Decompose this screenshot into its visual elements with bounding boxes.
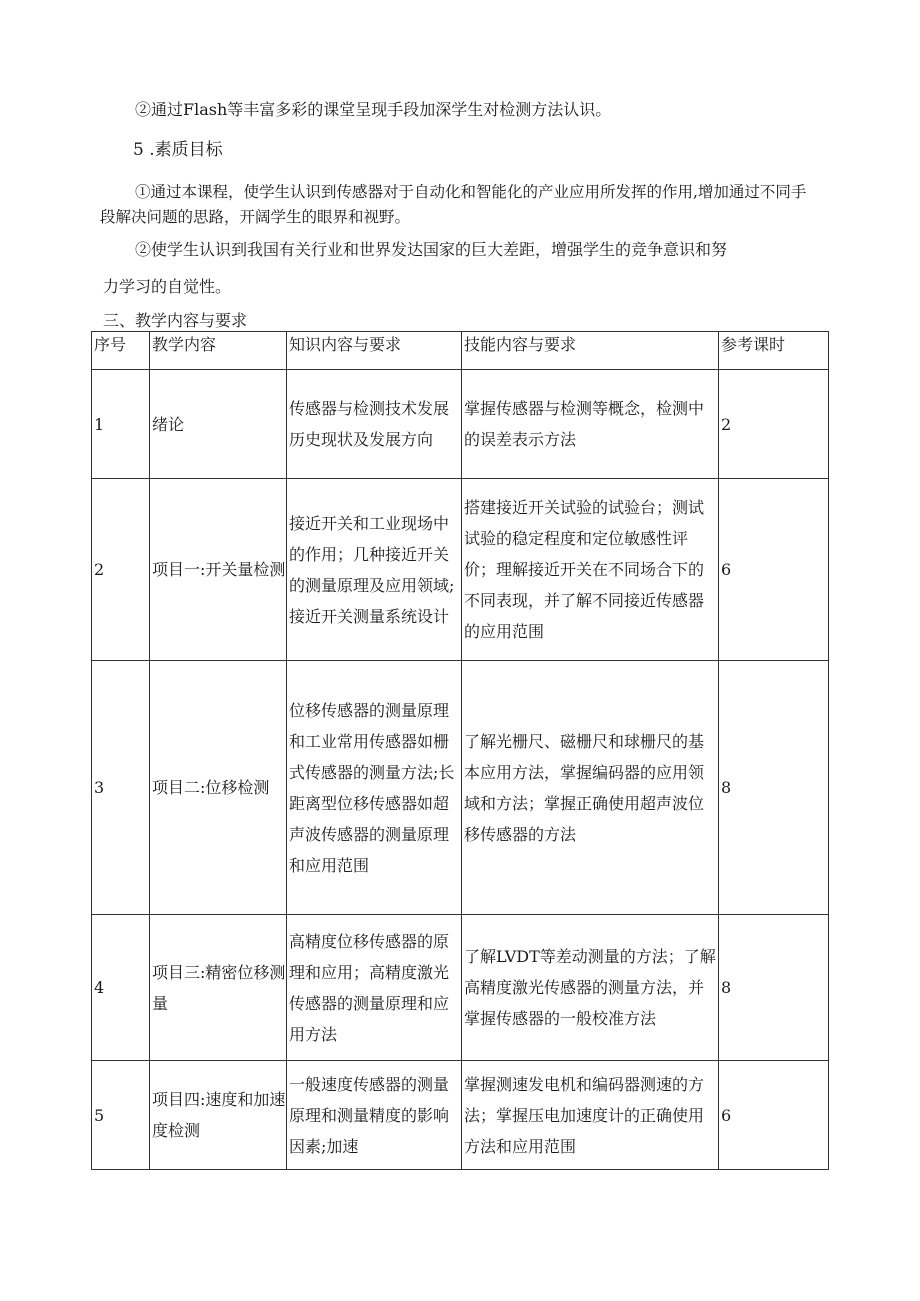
table-header-row (92, 332, 829, 370)
paragraph-quality-goal-1: ①通过本课程，使学生认识到传感器对于自动化和智能化的产业应用所发挥的作用,增加通过不同手段解决问题的思路，开阔学生的眼界和视野。 (100, 183, 807, 226)
heading-quality-goals: 5 .素质目标 (133, 140, 223, 160)
cell-skill: 了解光栅尺、磁栅尺和球栅尺的基本应用方法，掌握编码器的应用领域和方法；掌握正确使用超声波位移传感器的方法 (462, 661, 719, 915)
table-row (92, 661, 829, 915)
cell-no: 1 (92, 370, 150, 479)
cell-knowledge: 位移传感器的测量原理和工业常用传感器如栅式传感器的测量方法;长距离型位移传感器如超声波传感器的测量原理和应用范围 (287, 661, 462, 915)
cell-content: 项目一:开关量检测 (150, 479, 287, 661)
cell-skill: 搭建接近开关试验的试验台；测试试验的稳定程度和定位敏感性评价；理解接近开关在不同场合下的不同表现，并了解不同接近传感器的应用范围 (462, 479, 719, 661)
paragraph-quality-goal-2-line2: 力学习的自觉性。 (103, 277, 232, 296)
cell-hours: 8 (719, 915, 829, 1061)
cell-content: 项目二:位移检测 (150, 661, 287, 915)
teaching-content-table (91, 331, 829, 1170)
paragraph-quality-goal-2-line1: ②使学生认识到我国有关行业和世界发达国家的巨大差距，增强学生的竞争意识和努 (135, 240, 728, 259)
cell-knowledge: 一般速度传感器的测量原理和测量精度的影响因素;加速 (287, 1061, 462, 1170)
cell-skill: 掌握传感器与检测等概念，检测中的误差表示方法 (462, 370, 719, 479)
cell-hours: 8 (719, 661, 829, 915)
header-cell-no: 序号 (92, 332, 150, 370)
cell-hours: 6 (719, 1061, 829, 1170)
paragraph-flash-methods: ②通过Flash等丰富多彩的课堂呈现手段加深学生对检测方法认识。 (135, 100, 612, 119)
cell-skill: 了解LVDT等差动测量的方法；了解高精度激光传感器的测量方法，并掌握传感器的一般校准方法 (462, 915, 719, 1061)
cell-no: 4 (92, 915, 150, 1061)
table-row (92, 479, 829, 661)
cell-no: 5 (92, 1061, 150, 1170)
header-cell-skill: 技能内容与要求 (462, 332, 719, 370)
cell-content: 绪论 (150, 370, 287, 479)
cell-hours: 2 (719, 370, 829, 479)
cell-no: 2 (92, 479, 150, 661)
header-cell-knowledge: 知识内容与要求 (287, 332, 462, 370)
cell-knowledge: 高精度位移传感器的原理和应用；高精度激光传感器的测量原理和应用方法 (287, 915, 462, 1061)
cell-hours: 6 (719, 479, 829, 661)
cell-knowledge: 接近开关和工业现场中的作用；几种接近开关的测量原理及应用领域;接近开关测量系统设计 (287, 479, 462, 661)
cell-content: 项目四:速度和加速度检测 (150, 1061, 287, 1170)
header-cell-hours: 参考课时 (719, 332, 829, 370)
cell-no: 3 (92, 661, 150, 915)
table-row (92, 1061, 829, 1170)
section-heading-teaching-content: 三、教学内容与要求 (103, 311, 248, 330)
cell-knowledge: 传感器与检测技术发展历史现状及发展方向 (287, 370, 462, 479)
table-row (92, 370, 829, 479)
header-cell-content: 教学内容 (150, 332, 287, 370)
cell-skill: 掌握测速发电机和编码器测速的方法；掌握压电加速度计的正确使用方法和应用范围 (462, 1061, 719, 1170)
table-row (92, 915, 829, 1061)
cell-content: 项目三:精密位移测量 (150, 915, 287, 1061)
